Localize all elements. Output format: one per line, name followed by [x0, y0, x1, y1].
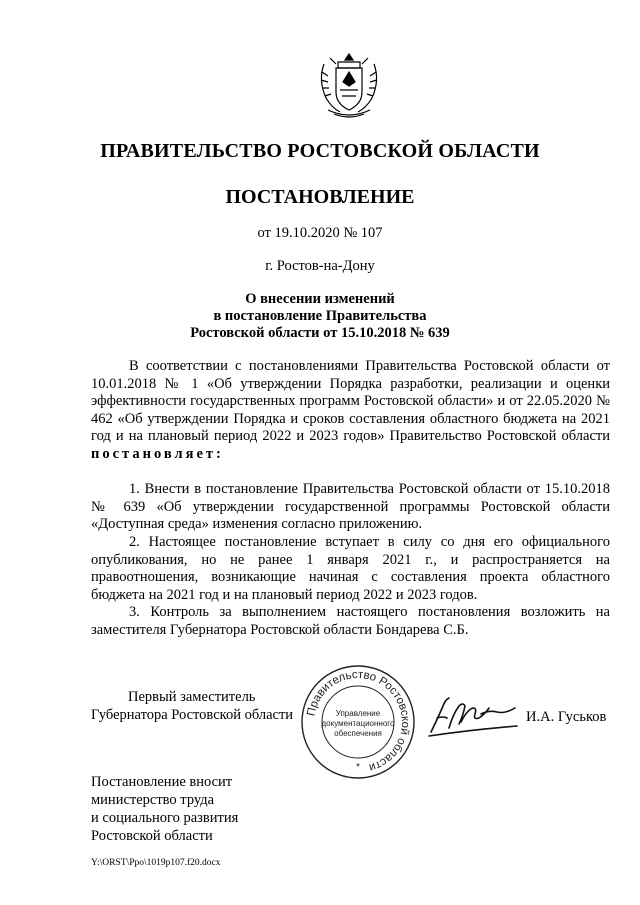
- preamble-paragraph: [91, 358, 610, 463]
- submitted-by-note: [91, 773, 238, 845]
- document-place: г. Ростов-на-Дону: [265, 258, 375, 274]
- preamble-emphasis: постановляет:: [91, 445, 224, 462]
- coat-of-arms-emblem: [316, 50, 382, 120]
- seal-inner-text: документационного: [321, 719, 395, 728]
- submitted-by-line: и социального развития: [91, 810, 239, 826]
- handwritten-signature: [425, 688, 523, 740]
- document-date-number: от 19.10.2020 № 107: [257, 225, 383, 241]
- position-line: Первый заместитель: [128, 689, 256, 705]
- submitted-by-line: Ростовской области: [91, 828, 213, 844]
- seal-inner-text: обеспечения: [334, 729, 382, 738]
- submitted-by-line: министерство труда: [91, 792, 215, 808]
- subject-line: О внесении изменений: [245, 291, 395, 307]
- preamble-text: В соответствии с постановлениями Правительства Ростовской области от 10.01.2018 № 1 «Об утверждении Порядка разработки, реализации и оценки эффективности государственных программ Ростовской области» и от 22.05.2020 № 462 «Об утверждении Порядка и сроков составления областного бюджета на 2021 год и на плановый период 2022 и 2023 годов» Правительство Ростовской области: [91, 358, 610, 444]
- clause-2: 2. Настоящее постановление вступает в силу со дня его официального опубликования, но не ранее 1 января 2021 г., и распространяется на правоотношения, возникающие начиная с составления проекта областного бюджета на 2021 год и на плановый период 2022 и 2023 годов.: [91, 534, 610, 603]
- position-line: Губернатора Ростовской области: [91, 707, 294, 723]
- signatory-name: И.А. Гуськов: [526, 709, 607, 725]
- subject-line: Ростовской области от 15.10.2018 № 639: [190, 325, 450, 341]
- submitted-by-line: Постановление вносит: [91, 774, 233, 790]
- document-type: ПОСТАНОВЛЕНИЕ: [225, 186, 415, 208]
- clause-1: 1. Внести в постановление Правительства Ростовской области от 15.10.2018 № 639 «Об утверждении государственной программы Ростовской области «Доступная среда» изменения согласно приложению.: [91, 481, 610, 532]
- official-seal-stamp: [300, 664, 416, 780]
- svg-text:*: *: [356, 762, 360, 773]
- seal-inner-text: Управление: [335, 709, 381, 718]
- organization-title: ПРАВИТЕЛЬСТВО РОСТОВСКОЙ ОБЛАСТИ: [100, 140, 540, 162]
- file-path-footer: Y:\ORST\Ppo\1019p107.f20.docx: [91, 858, 221, 868]
- clause-3: 3. Контроль за выполнением настоящего постановления возложить на заместителя Губернатора Ростовской области Бондарева С.Б.: [91, 604, 610, 638]
- seal-ring-text: Правительство Ростовской области: [305, 668, 412, 774]
- signatory-position: [91, 688, 293, 724]
- document-subject: [0, 291, 640, 342]
- subject-line: в постановление Правительства: [213, 308, 427, 324]
